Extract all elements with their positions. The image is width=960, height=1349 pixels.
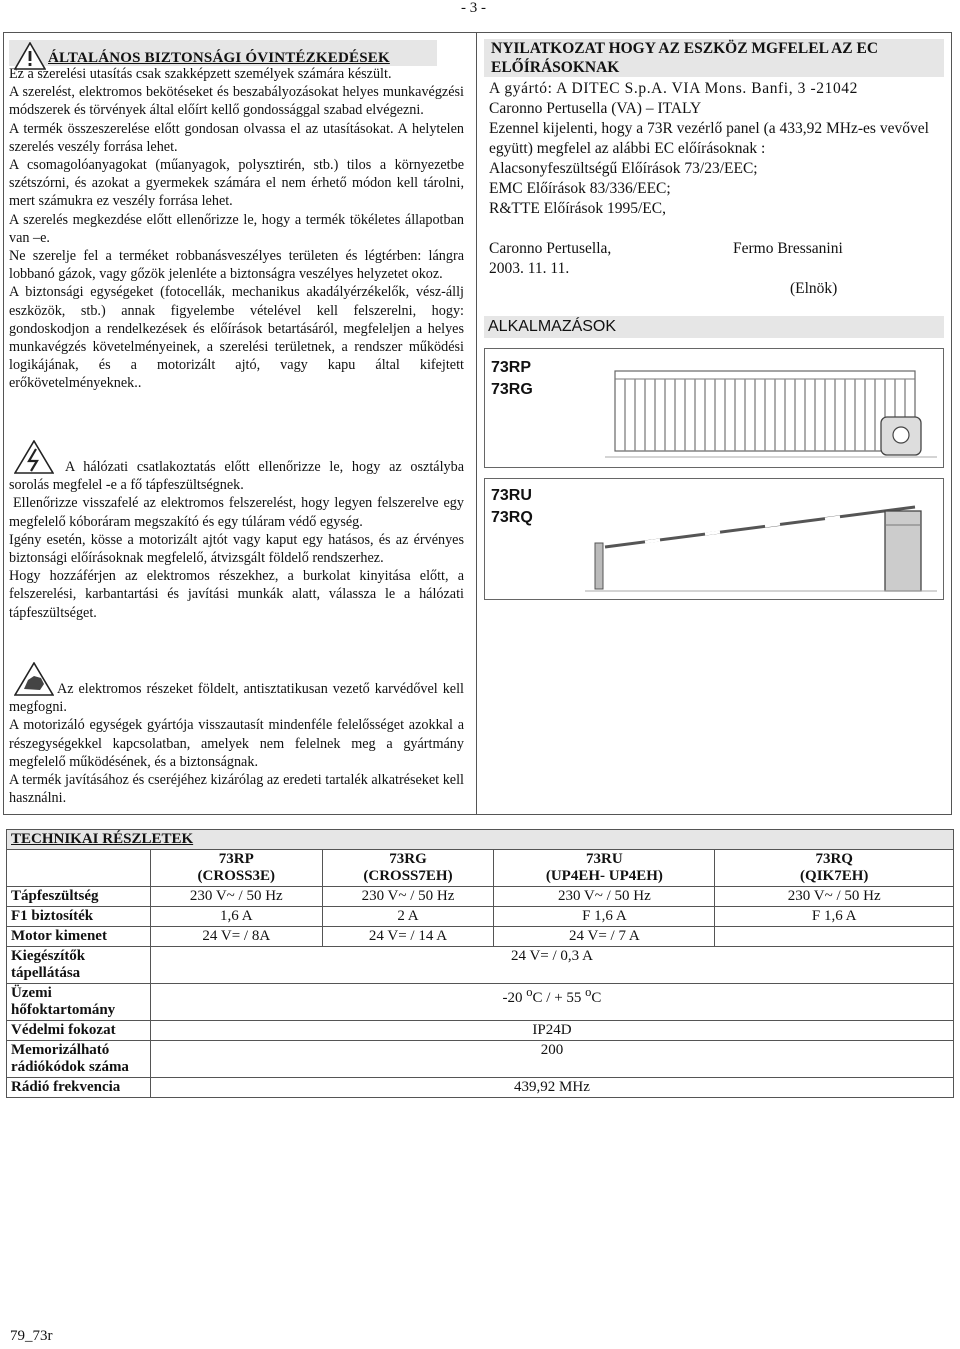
- model-name: 73RG: [389, 851, 427, 867]
- declaration-title: NYILATKOZAT HOGY AZ ESZKÖZ MGFELEL AZ EC ELŐÍRÁSOKNAK: [491, 40, 879, 76]
- safety-paragraph: A csomagolóanyagokat (műanyagok, polysztirén, stb.) tilos a környezetbe szétszórni, és azokat a gyermekek számára el nem érhető módon kell tárolni, mert számukra ez veszély forrása lehet.: [9, 157, 464, 210]
- row-label: Motor kimenet: [7, 927, 151, 947]
- degree-sup: o: [526, 985, 533, 999]
- model-header: [150, 850, 322, 887]
- sliding-gate-illustration: [605, 353, 937, 465]
- table-cell: 24 V= / 8A: [150, 927, 322, 947]
- table-row: [7, 984, 954, 1021]
- model-header: [322, 850, 494, 887]
- row-label: Rádió frekvencia: [7, 1078, 151, 1098]
- table-cell: [150, 984, 953, 1021]
- table-cell: 24 V= / 14 A: [322, 927, 494, 947]
- table-header-row: [7, 850, 954, 887]
- declaration-line: Alacsonyfeszültségű Előírások 73/23/EEC;: [489, 160, 758, 177]
- table-row: [7, 947, 954, 984]
- table-row: [7, 927, 954, 947]
- model-label: 73RQ: [491, 509, 533, 526]
- table-row: [7, 887, 954, 907]
- electrical-paragraph: Igény esetén, kösse a motorizált ajtót vagy kaput egy hatásos, és az érvényes biztonsági előírásoknak megfelelő, átvizsgált földelő rendszerhez.: [9, 531, 464, 567]
- table-cell: 230 V~ / 50 Hz: [322, 887, 494, 907]
- row-label: Üzemi hőfoktartomány: [7, 984, 151, 1021]
- declaration-line: A gyártó: A DITEC S.p.A. VIA Mons. Banfi, 3 -21042: [489, 80, 858, 97]
- declaration-signer: Fermo Bressanini: [733, 240, 843, 257]
- gate-application-image: [484, 348, 944, 468]
- model-name: 73RP: [218, 851, 254, 867]
- safety-paragraph: A biztonsági egységeket (fotocellák, mechanikus akadályérzékelők, vész-állj eszközök, stb.) annak figyelembe vételével kell felszerelni, hogy: gondoskodjon a rendelkezések és előírások betartásáról, megfeleljen a helyes munkavégzés követelményeinek, a szerelési területnek, a rendszer működési logikájának, és a motorizált ajtó, vagy kapu által kifejtett erőkövetelményeknek..: [9, 284, 464, 392]
- barrier-illustration: [585, 481, 937, 597]
- barrier-application-image: [484, 478, 944, 600]
- model-sub: (QIK7EH): [800, 868, 869, 884]
- table-cell: F 1,6 A: [494, 907, 715, 927]
- safety-paragraph: A szerelést, elektromos bekötéseket és beszabályozásokat helyes munkavégzési módszerek és törvények által előírt kellő gondossággal szabad elvégezni.: [9, 84, 464, 119]
- row-label: Memorizálható rádiókódok száma: [7, 1041, 151, 1078]
- model-sub: (CROSS7EH): [363, 868, 453, 884]
- row-label: Kiegészítők tápellátása: [7, 947, 151, 984]
- antistatic-paragraph: Az elektromos részeket földelt, antisztatikusan vezető karvédővel kell megfogni.: [9, 681, 464, 716]
- declaration-date: 2003. 11. 11.: [489, 260, 570, 277]
- antistatic-paragraph: A termék javításához és cseréjéhez kizárólag az eredeti tartalék alkatréseket kell használni.: [9, 772, 464, 807]
- model-label: 73RU: [491, 487, 532, 504]
- model-sub: (CROSS3E): [197, 868, 276, 884]
- applications-title: ALKALMAZÁSOK: [488, 318, 617, 335]
- table-cell: 1,6 A: [150, 907, 322, 927]
- safety-text: [9, 65, 464, 393]
- safety-paragraph: Ez a szerelési utasítás csak szakképzett személyek számára készült.: [9, 66, 392, 82]
- model-sub: (UP4EH- UP4EH): [545, 868, 663, 884]
- electrical-paragraph: Ellenőrizze visszafelé az elektromos felszerelést, hogy legyen felszerelve egy megfelelő kóboráram megszakító és egy túláram védő egység.: [9, 495, 464, 530]
- row-label: Védelmi fokozat: [7, 1021, 151, 1041]
- table-row: [7, 1021, 954, 1041]
- declaration-place: Caronno Pertusella,: [489, 240, 612, 257]
- declaration-line: EMC Előírások 83/336/EEC;: [489, 180, 671, 197]
- electrical-paragraph: A hálózati csatlakoztatás előtt ellenőrizze le, hogy az osztályba sorolás megfelel -e a fő tápfeszültségnek.: [9, 459, 464, 494]
- degree-sup: o: [585, 985, 592, 999]
- safety-paragraph: Ne szerelje fel a terméket robbanásveszélyes területen és légtérben: lángra lobbanó gázok, vagy gőzök jelenléte a biztonságra veszélyes helyzetet okoz.: [9, 248, 464, 283]
- header-empty-cell: [7, 850, 151, 887]
- model-name: 73RU: [586, 851, 623, 867]
- temp-min: -20: [502, 990, 527, 1006]
- safety-title: ÁLTALÁNOS BIZTONSÁGI ÓVINTÉZKEDÉSEK: [48, 50, 390, 66]
- table-cell: 230 V~ / 50 Hz: [150, 887, 322, 907]
- model-label: 73RG: [491, 381, 533, 398]
- antistatic-paragraph: A motorizáló egységek gyártója visszautasít mindenféle felelősséget azokkal a részegységekkel kapcsolatban, amelyek nem felelnek meg a gyártmány megfelelő működésének, és a biztonságnak.: [9, 717, 464, 770]
- page-number: - 3 -: [461, 0, 486, 16]
- table-cell: [715, 927, 954, 947]
- table-cell: 2 A: [322, 907, 494, 927]
- document-code: 79_73r: [10, 1328, 53, 1344]
- table-row: [7, 1041, 954, 1078]
- table-cell: 230 V~ / 50 Hz: [715, 887, 954, 907]
- row-label: F1 biztosíték: [7, 907, 151, 927]
- safety-paragraph: A termék összeszerelése előtt gondosan olvassa el az utasításokat. A helytelen szerelés veszély forrása lehet.: [9, 120, 464, 155]
- tech-specs-table: [6, 829, 954, 1098]
- declaration-line: Caronno Pertusella (VA) – ITALY: [489, 100, 702, 117]
- table-cell: 200: [150, 1041, 953, 1078]
- table-cell: 439,92 MHz: [150, 1078, 953, 1098]
- table-cell: 24 V= / 7 A: [494, 927, 715, 947]
- table-row: [7, 907, 954, 927]
- table-cell: F 1,6 A: [715, 907, 954, 927]
- model-name: 73RQ: [815, 851, 853, 867]
- table-row: [7, 1078, 954, 1098]
- safety-paragraph: A szerelés megkezdése előtt ellenőrizze le, hogy a termék tökéletes állapotban van –e.: [9, 211, 464, 246]
- table-cell: 230 V~ / 50 Hz: [494, 887, 715, 907]
- declaration-line: R&TTE Előírások 1995/EC,: [489, 200, 666, 217]
- model-header: [494, 850, 715, 887]
- table-cell: 24 V= / 0,3 A: [150, 947, 953, 984]
- model-label: 73RP: [491, 359, 532, 376]
- column-divider: [476, 32, 477, 815]
- temp-unit: C: [591, 990, 602, 1006]
- table-cell: IP24D: [150, 1021, 953, 1041]
- declaration-line: Ezennel kijelenti, hogy a 73R vezérlő panel (a 433,92 MHz-es vevővel együtt) megfelel az alábbi EC előírásoknak :: [489, 120, 929, 157]
- row-label: Tápfeszültség: [7, 887, 151, 907]
- antistatic-text: [9, 680, 464, 807]
- electrical-paragraph: Hogy hozzáférjen az elektromos részekhez, a burkolat kinyitása előtt, a felszerelési, karbantartási és javítási munkák alatt, válassza le a hálózati tápfeszültséget.: [9, 568, 464, 621]
- tech-table-title: TECHNIKAI RÉSZLETEK: [7, 830, 954, 850]
- declaration-role: (Elnök): [790, 280, 838, 297]
- temp-max: C / + 55: [532, 990, 586, 1006]
- declaration-text: [489, 79, 944, 219]
- electrical-text: [9, 458, 464, 622]
- model-header: [715, 850, 954, 887]
